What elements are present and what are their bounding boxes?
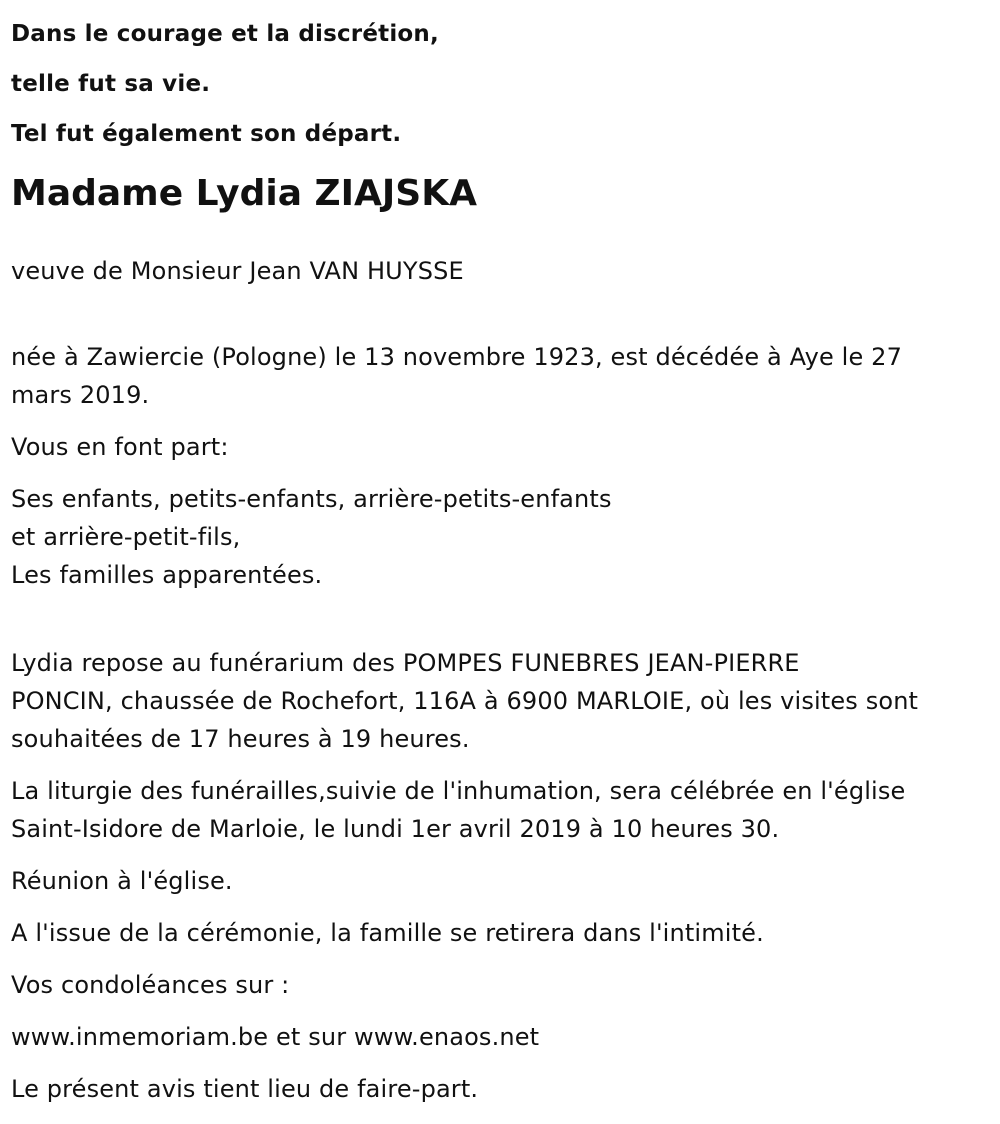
liturgy-paragraph (11, 772, 986, 848)
birth-death-line: née à Zawiercie (Pologne) le 13 novembre 1923, est décédée à Aye le 27 (11, 343, 902, 371)
widow-of: veuve de Monsieur Jean VAN HUYSSE (11, 257, 464, 285)
epigraph-line: Tel fut également son départ. (11, 121, 402, 147)
liturgy-line: La liturgie des funérailles,suivie de l'inhumation, sera célébrée en l'église (11, 777, 906, 805)
visitation-line: Lydia repose au funérarium des POMPES FUNEBRES JEAN-PIERRE (11, 649, 800, 677)
condolences-intro: Vos condoléances sur : (11, 971, 290, 999)
family-line: Ses enfants, petits-enfants, arrière-petits-enfants (11, 485, 612, 513)
liturgy-line: Saint-Isidore de Marloie, le lundi 1er avril 2019 à 10 heures 30. (11, 815, 780, 843)
birth-death-line: mars 2019. (11, 381, 150, 409)
epigraph-line: telle fut sa vie. (11, 71, 211, 97)
family-line: et arrière-petit-fils, (11, 523, 241, 551)
epigraph (11, 0, 986, 159)
condolences-sites: www.inmemoriam.be et sur www.enaos.net (11, 1023, 540, 1051)
birth-death-paragraph (11, 338, 986, 414)
closing-note: Le présent avis tient lieu de faire-part. (11, 1075, 479, 1103)
epigraph-line: Dans le courage et la discrétion, (11, 21, 439, 47)
visitation-line: PONCIN, chaussée de Rochefort, 116A à 6900 MARLOIE, où les visites sont (11, 687, 919, 715)
family-paragraph (11, 480, 986, 594)
family-line: Les familles apparentées. (11, 561, 323, 589)
visitation-paragraph (11, 644, 986, 758)
visitation-line: souhaitées de 17 heures à 19 heures. (11, 725, 470, 753)
deceased-name: Madame Lydia ZIAJSKA (11, 173, 477, 214)
meeting-note: Réunion à l'église. (11, 867, 233, 895)
announcement-intro: Vous en font part: (11, 433, 229, 461)
intimacy-note: A l'issue de la cérémonie, la famille se retirera dans l'intimité. (11, 919, 764, 947)
